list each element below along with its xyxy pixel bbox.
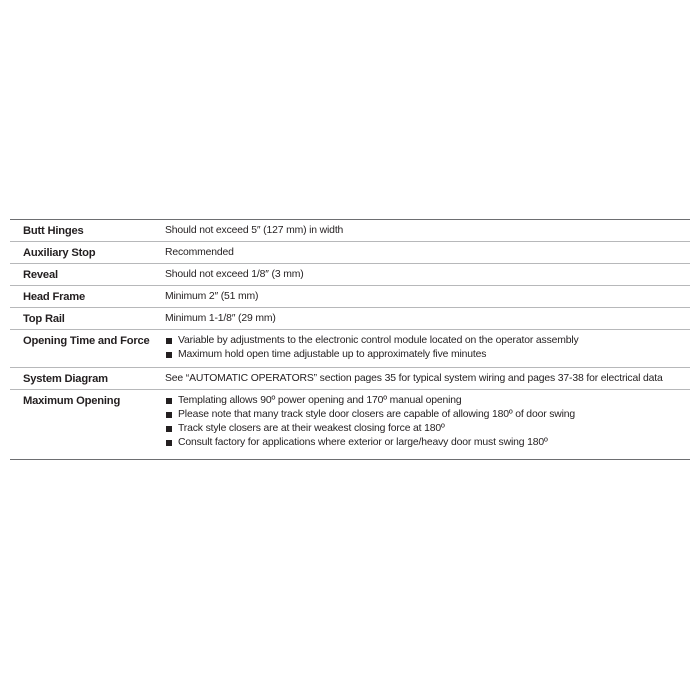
bullet-item bbox=[165, 422, 690, 436]
square-bullet-icon bbox=[166, 398, 172, 404]
square-bullet-icon bbox=[166, 426, 172, 432]
table-row bbox=[10, 241, 690, 263]
bullet-list bbox=[165, 394, 690, 450]
table-row bbox=[10, 263, 690, 285]
row-label: Reveal bbox=[23, 269, 58, 281]
table-row bbox=[10, 307, 690, 329]
row-label: Butt Hinges bbox=[23, 225, 84, 237]
bullet-text: Maximum hold open time adjustable up to approximately five minutes bbox=[178, 349, 487, 360]
bullet-item bbox=[165, 408, 690, 422]
row-value: See “AUTOMATIC OPERATORS” section pages 35 for typical system wiring and pages 37-38 for electrical data bbox=[165, 373, 663, 384]
bullet-item bbox=[165, 394, 690, 408]
table-row bbox=[10, 329, 690, 367]
square-bullet-icon bbox=[166, 338, 172, 344]
row-label: Head Frame bbox=[23, 291, 86, 303]
bullet-text: Consult factory for applications where exterior or large/heavy door must swing 180º bbox=[178, 437, 548, 448]
row-label: Maximum Opening bbox=[23, 395, 121, 407]
bullet-item bbox=[165, 334, 690, 348]
specification-table bbox=[10, 219, 690, 460]
row-label: Opening Time and Force bbox=[23, 335, 150, 347]
bullet-item bbox=[165, 436, 690, 450]
table-row bbox=[10, 220, 690, 241]
row-value: Should not exceed 1/8″ (3 mm) bbox=[165, 269, 304, 280]
bullet-list bbox=[165, 334, 690, 362]
row-value bbox=[165, 390, 690, 459]
square-bullet-icon bbox=[166, 352, 172, 358]
row-label: System Diagram bbox=[23, 373, 108, 385]
square-bullet-icon bbox=[166, 412, 172, 418]
table-row bbox=[10, 285, 690, 307]
bullet-text: Templating allows 90º power opening and 170º manual opening bbox=[178, 395, 462, 406]
row-value: Should not exceed 5″ (127 mm) in width bbox=[165, 225, 344, 236]
bullet-item bbox=[165, 348, 690, 362]
row-label: Auxiliary Stop bbox=[23, 247, 96, 259]
row-value bbox=[165, 330, 690, 367]
bullet-text: Track style closers are at their weakest closing force at 180º bbox=[178, 423, 445, 434]
table-row bbox=[10, 367, 690, 389]
square-bullet-icon bbox=[166, 440, 172, 446]
table-row bbox=[10, 389, 690, 459]
bullet-text: Variable by adjustments to the electronic control module located on the operator assembly bbox=[178, 335, 579, 346]
row-label: Top Rail bbox=[23, 313, 65, 325]
row-value: Recommended bbox=[165, 247, 234, 258]
row-value: Minimum 2″ (51 mm) bbox=[165, 291, 259, 302]
row-value: Minimum 1-1/8″ (29 mm) bbox=[165, 313, 276, 324]
bullet-text: Please note that many track style door closers are capable of allowing 180º of door swing bbox=[178, 409, 576, 420]
